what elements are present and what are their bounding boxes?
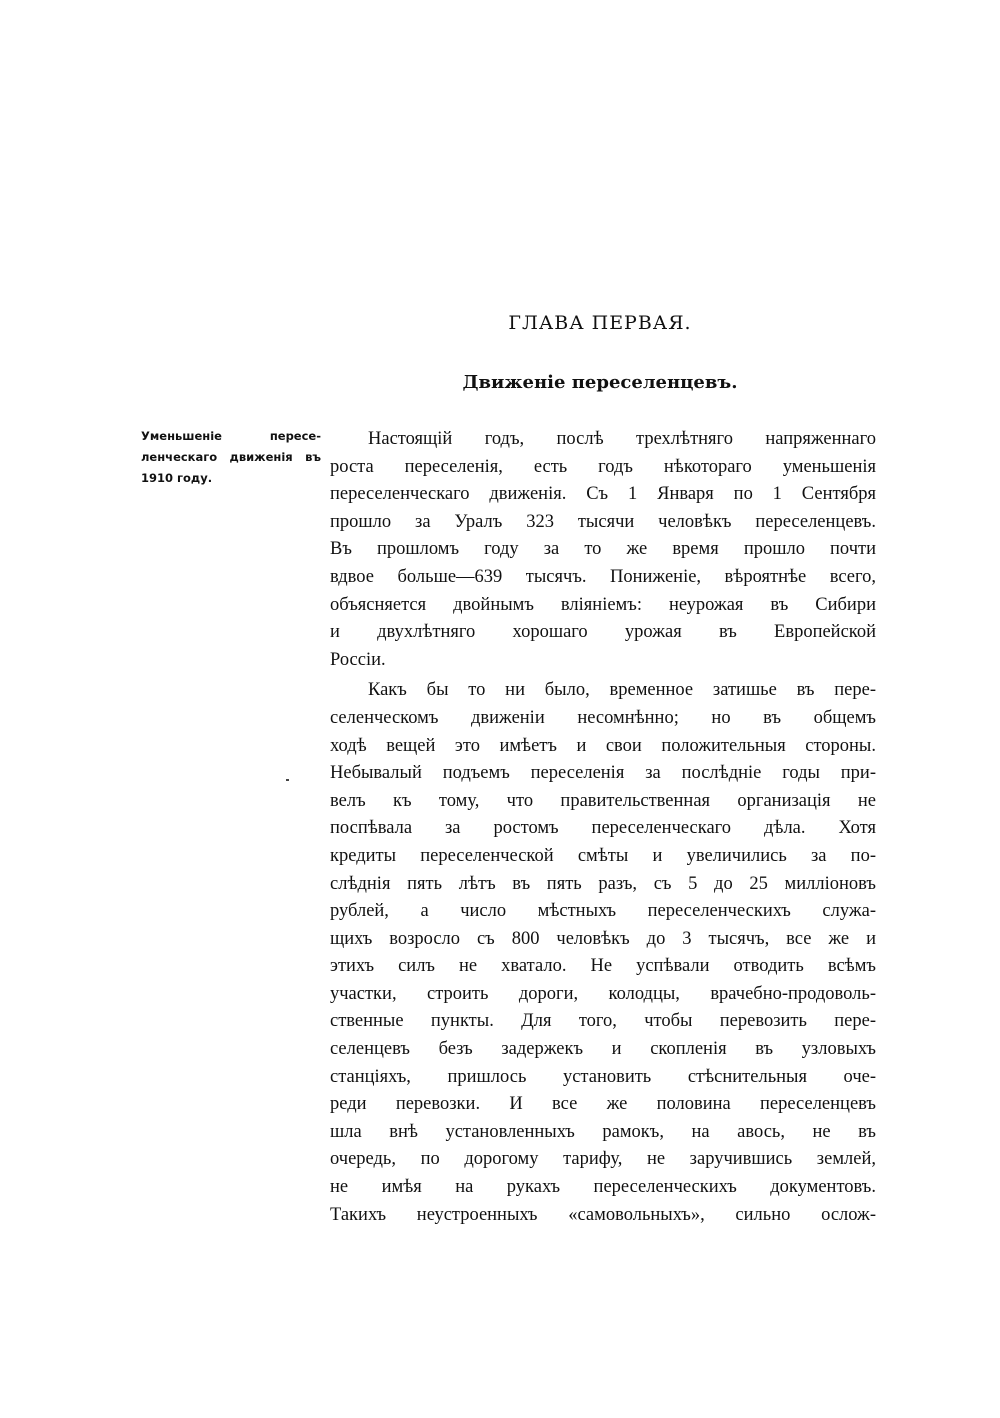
text-line: велъ къ тому, что правительственная организація не [330, 790, 876, 811]
margin-note-line: Уменьшеніе пересе- [141, 429, 321, 443]
text-line: участки, строить дороги, колодцы, врачебно-продоволь- [330, 983, 876, 1004]
text-line: слѣднія пять лѣтъ въ пять разъ, съ 5 до 25 милліоновъ [330, 873, 876, 894]
text-line: не имѣя на рукахъ переселенческихъ документовъ. [330, 1177, 876, 1198]
paragraph-2 [330, 677, 876, 1229]
text-line: роста переселенія, есть годъ нѣкотораго уменьшенія [330, 456, 876, 477]
text-line: поспѣвала за ростомъ переселенческаго дѣла. Хотя [330, 818, 876, 839]
text-line: Настоящій годъ, послѣ трехлѣтняго напряженнаго [368, 429, 876, 449]
text-line: очередь, по дорогому тарифу, не заручившись землей, [330, 1149, 876, 1170]
text-line: реди перевозки. И все же половина переселенцевъ [330, 1094, 876, 1115]
text-line: переселенческаго движенія. Съ 1 Января по 1 Сентября [330, 484, 876, 505]
text-line: вдвое больше—639 тысячъ. Пониженіе, вѣроятнѣе всего, [330, 566, 876, 587]
text-line: и двухлѣтняго хорошаго урожая въ Европейской [330, 622, 876, 643]
text-line: кредиты переселенческой смѣты и увеличились за по- [330, 845, 876, 866]
chapter-title: ГЛАВА ПЕРВАЯ. [508, 312, 692, 334]
text-line: шла внѣ установленныхъ рамокъ, на авось, не въ [330, 1121, 876, 1142]
section-title: Движеніе переселенцевъ. [462, 372, 738, 393]
text-line: Россіи. [330, 649, 386, 670]
text-line: селенцевъ безъ задержекъ и скопленія въ узловыхъ [330, 1039, 876, 1060]
paragraph-1 [330, 426, 876, 674]
text-line: рублей, а число мѣстныхъ переселенческихъ служа- [330, 901, 876, 922]
text-line: ственные пункты. Для того, чтобы перевозить пере- [330, 1011, 876, 1032]
text-line: Небывалый подъемъ переселенія за послѣдніе годы при- [330, 763, 876, 784]
text-line: Въ прошломъ году за то же время прошло почти [330, 539, 876, 560]
stray-mark [286, 779, 289, 781]
text-line: прошло за Уралъ 323 тысячи человѣкъ переселенцевъ. [330, 511, 876, 532]
text-line: Какъ бы то ни было, временное затишье въ пере- [368, 680, 876, 701]
margin-note [141, 426, 321, 489]
text-line: объясняется двойнымъ вліяніемъ: неурожая въ Сибири [330, 594, 876, 615]
body-text [330, 426, 876, 1232]
margin-note-line: 1910 году. [141, 471, 213, 485]
text-line: этихъ силъ не хватало. Не успѣвали отводить всѣмъ [330, 956, 876, 977]
text-line: селенческомъ движеніи несомнѣнно; но въ общемъ [330, 707, 876, 728]
text-line: Такихъ неустроенныхъ «самовольныхъ», сильно ослож- [330, 1204, 876, 1225]
text-line: ходѣ вещей это имѣетъ и свои положительныя стороны. [330, 735, 876, 756]
text-line: щихъ возросло съ 800 человѣкъ до 3 тысячъ, все же и [330, 928, 876, 949]
margin-note-line: ленческаго движенія въ [141, 450, 321, 464]
text-line: станціяхъ, пришлось установить стѣснительныя оче- [330, 1066, 876, 1087]
